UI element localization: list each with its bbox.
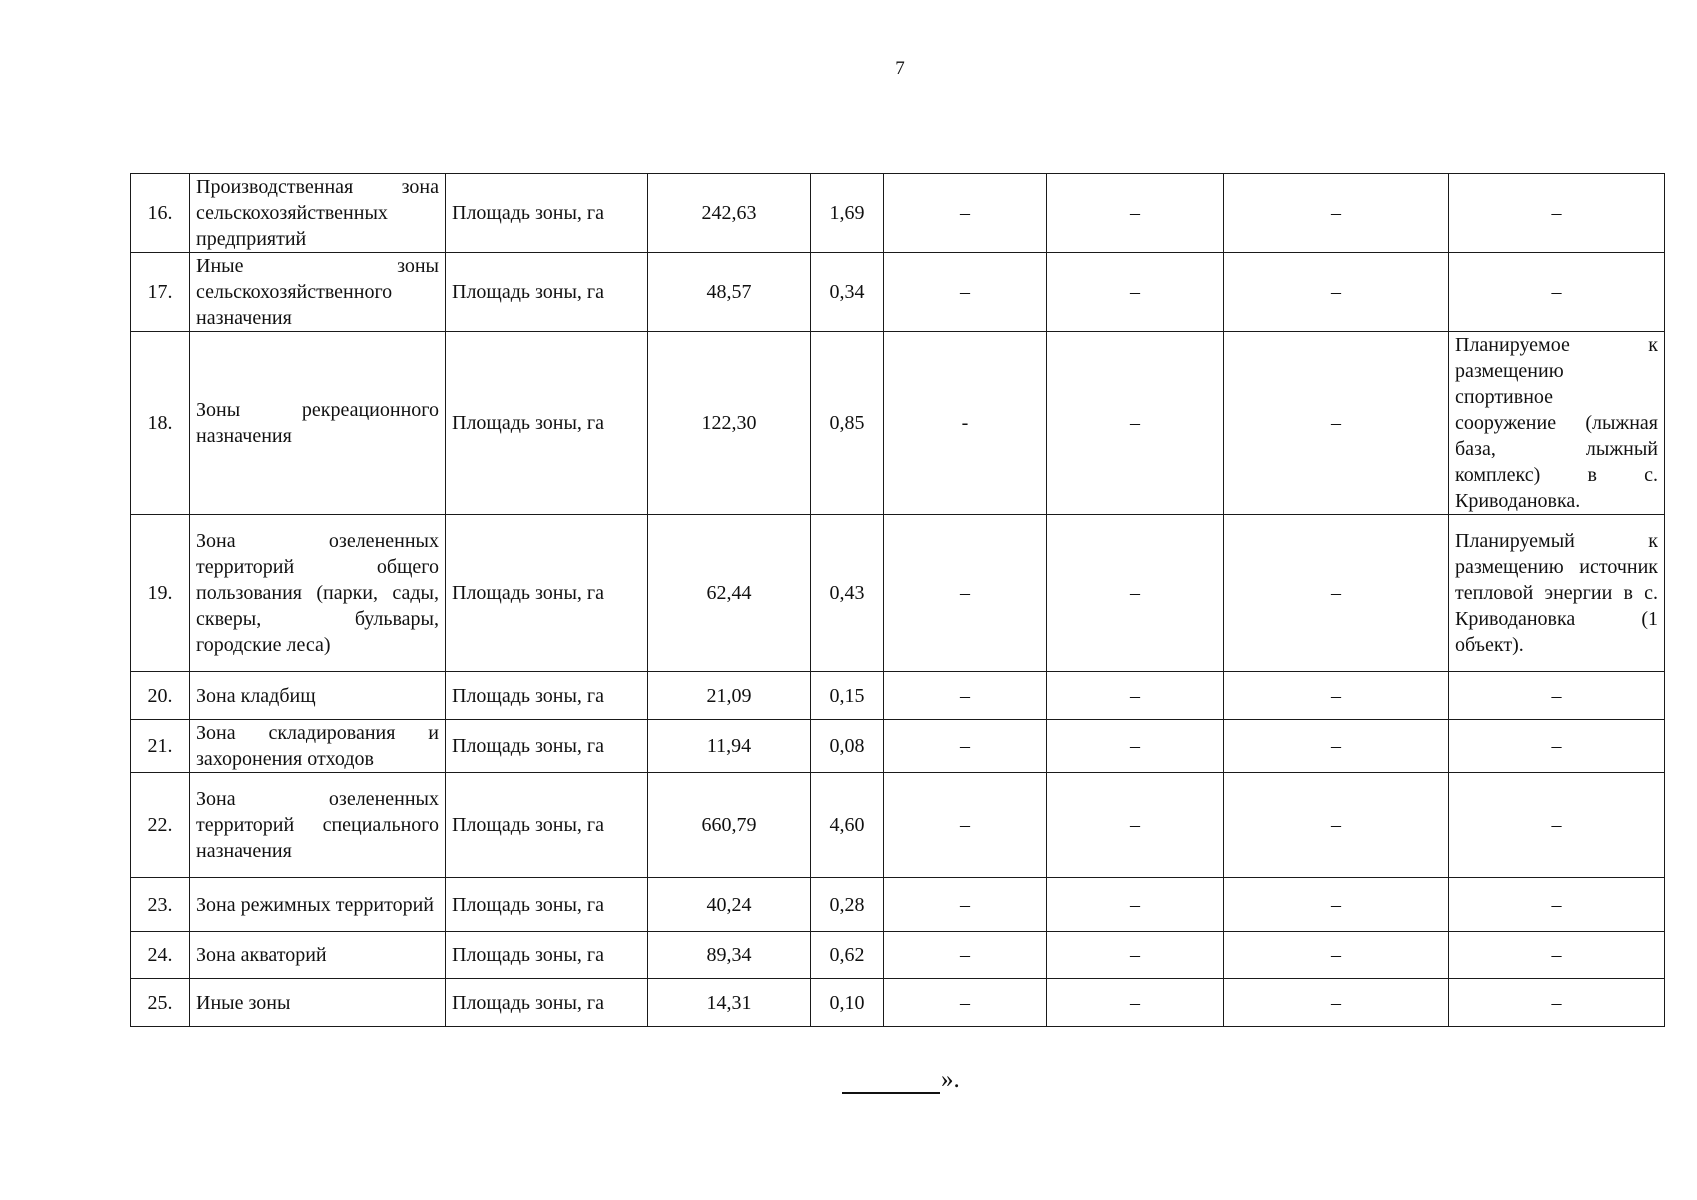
indicator: Площадь зоны, га xyxy=(446,979,648,1027)
zone-area: 242,63 xyxy=(648,174,811,253)
zone-name: Зоны рекреационного назначения xyxy=(190,332,446,515)
planned-objects: – xyxy=(1449,773,1665,878)
cell-7: – xyxy=(1047,672,1224,720)
indicator: Площадь зоны, га xyxy=(446,932,648,979)
row-number: 21. xyxy=(131,720,190,773)
cell-6: - xyxy=(884,332,1047,515)
zone-area: 660,79 xyxy=(648,773,811,878)
zone-area: 11,94 xyxy=(648,720,811,773)
zone-name: Зона акваторий xyxy=(190,932,446,979)
zone-percent: 0,43 xyxy=(811,515,884,672)
row-number: 22. xyxy=(131,773,190,878)
closing-mark xyxy=(842,1066,960,1094)
zone-area: 122,30 xyxy=(648,332,811,515)
cell-7: – xyxy=(1047,332,1224,515)
cell-8: – xyxy=(1224,932,1449,979)
cell-8: – xyxy=(1224,878,1449,932)
cell-6: – xyxy=(884,672,1047,720)
zone-name: Производственная зона сельскохозяйственных предприятий xyxy=(190,174,446,253)
zone-area: 40,24 xyxy=(648,878,811,932)
row-number: 24. xyxy=(131,932,190,979)
cell-6: – xyxy=(884,174,1047,253)
cell-6: – xyxy=(884,253,1047,332)
zone-percent: 0,15 xyxy=(811,672,884,720)
zone-area: 48,57 xyxy=(648,253,811,332)
zone-percent: 0,85 xyxy=(811,332,884,515)
planned-objects: – xyxy=(1449,979,1665,1027)
planned-objects: Планируемое к размещению спортивное сооружение (лыжная база, лыжный комплекс) в с. Криводановка. xyxy=(1449,332,1665,515)
cell-7: – xyxy=(1047,878,1224,932)
indicator: Площадь зоны, га xyxy=(446,253,648,332)
table-row xyxy=(131,174,1665,253)
cell-8: – xyxy=(1224,174,1449,253)
cell-8: – xyxy=(1224,672,1449,720)
cell-6: – xyxy=(884,720,1047,773)
row-number: 23. xyxy=(131,878,190,932)
planned-objects: – xyxy=(1449,720,1665,773)
cell-7: – xyxy=(1047,773,1224,878)
zone-area: 89,34 xyxy=(648,932,811,979)
signature-line xyxy=(842,1068,940,1094)
zone-name: Иные зоны xyxy=(190,979,446,1027)
zone-name: Зона складирования и захоронения отходов xyxy=(190,720,446,773)
zone-percent: 4,60 xyxy=(811,773,884,878)
row-number: 19. xyxy=(131,515,190,672)
table-row xyxy=(131,878,1665,932)
row-number: 16. xyxy=(131,174,190,253)
cell-6: – xyxy=(884,979,1047,1027)
zone-name: Зона режимных территорий xyxy=(190,878,446,932)
page-number: 7 xyxy=(895,58,905,79)
table-row xyxy=(131,773,1665,878)
cell-7: – xyxy=(1047,174,1224,253)
planned-objects: – xyxy=(1449,932,1665,979)
cell-8: – xyxy=(1224,979,1449,1027)
zone-name: Иные зоны сельскохозяйственного назначения xyxy=(190,253,446,332)
planned-objects: – xyxy=(1449,672,1665,720)
table-row xyxy=(131,979,1665,1027)
indicator: Площадь зоны, га xyxy=(446,720,648,773)
planned-objects: – xyxy=(1449,253,1665,332)
indicator: Площадь зоны, га xyxy=(446,515,648,672)
cell-7: – xyxy=(1047,515,1224,672)
zone-percent: 0,28 xyxy=(811,878,884,932)
closing-quote: ». xyxy=(941,1066,960,1093)
table-row xyxy=(131,253,1665,332)
cell-8: – xyxy=(1224,720,1449,773)
table-row xyxy=(131,720,1665,773)
zone-name: Зона кладбищ xyxy=(190,672,446,720)
cell-8: – xyxy=(1224,253,1449,332)
zone-percent: 1,69 xyxy=(811,174,884,253)
planned-objects: – xyxy=(1449,878,1665,932)
cell-8: – xyxy=(1224,515,1449,672)
row-number: 20. xyxy=(131,672,190,720)
cell-7: – xyxy=(1047,979,1224,1027)
zone-name: Зона озелененных территорий общего пользования (парки, сады, скверы, бульвары, городские леса) xyxy=(190,515,446,672)
indicator: Площадь зоны, га xyxy=(446,773,648,878)
row-number: 18. xyxy=(131,332,190,515)
zone-area: 21,09 xyxy=(648,672,811,720)
zone-name: Зона озелененных территорий специального назначения xyxy=(190,773,446,878)
zone-area: 14,31 xyxy=(648,979,811,1027)
table-row xyxy=(131,332,1665,515)
table-row xyxy=(131,932,1665,979)
cell-8: – xyxy=(1224,773,1449,878)
row-number: 25. xyxy=(131,979,190,1027)
indicator: Площадь зоны, га xyxy=(446,878,648,932)
planned-objects: Планируемый к размещению источник тепловой энергии в с. Криводановка (1 объект). xyxy=(1449,515,1665,672)
indicator: Площадь зоны, га xyxy=(446,332,648,515)
zone-area: 62,44 xyxy=(648,515,811,672)
row-number: 17. xyxy=(131,253,190,332)
indicator: Площадь зоны, га xyxy=(446,672,648,720)
cell-6: – xyxy=(884,932,1047,979)
table-row xyxy=(131,672,1665,720)
cell-7: – xyxy=(1047,720,1224,773)
cell-7: – xyxy=(1047,932,1224,979)
zone-percent: 0,62 xyxy=(811,932,884,979)
zone-percent: 0,34 xyxy=(811,253,884,332)
zones-table xyxy=(130,173,1665,1027)
cell-6: – xyxy=(884,515,1047,672)
table-row xyxy=(131,515,1665,672)
zone-percent: 0,08 xyxy=(811,720,884,773)
planned-objects: – xyxy=(1449,174,1665,253)
cell-7: – xyxy=(1047,253,1224,332)
cell-6: – xyxy=(884,773,1047,878)
indicator: Площадь зоны, га xyxy=(446,174,648,253)
cell-6: – xyxy=(884,878,1047,932)
cell-8: – xyxy=(1224,332,1449,515)
zone-percent: 0,10 xyxy=(811,979,884,1027)
